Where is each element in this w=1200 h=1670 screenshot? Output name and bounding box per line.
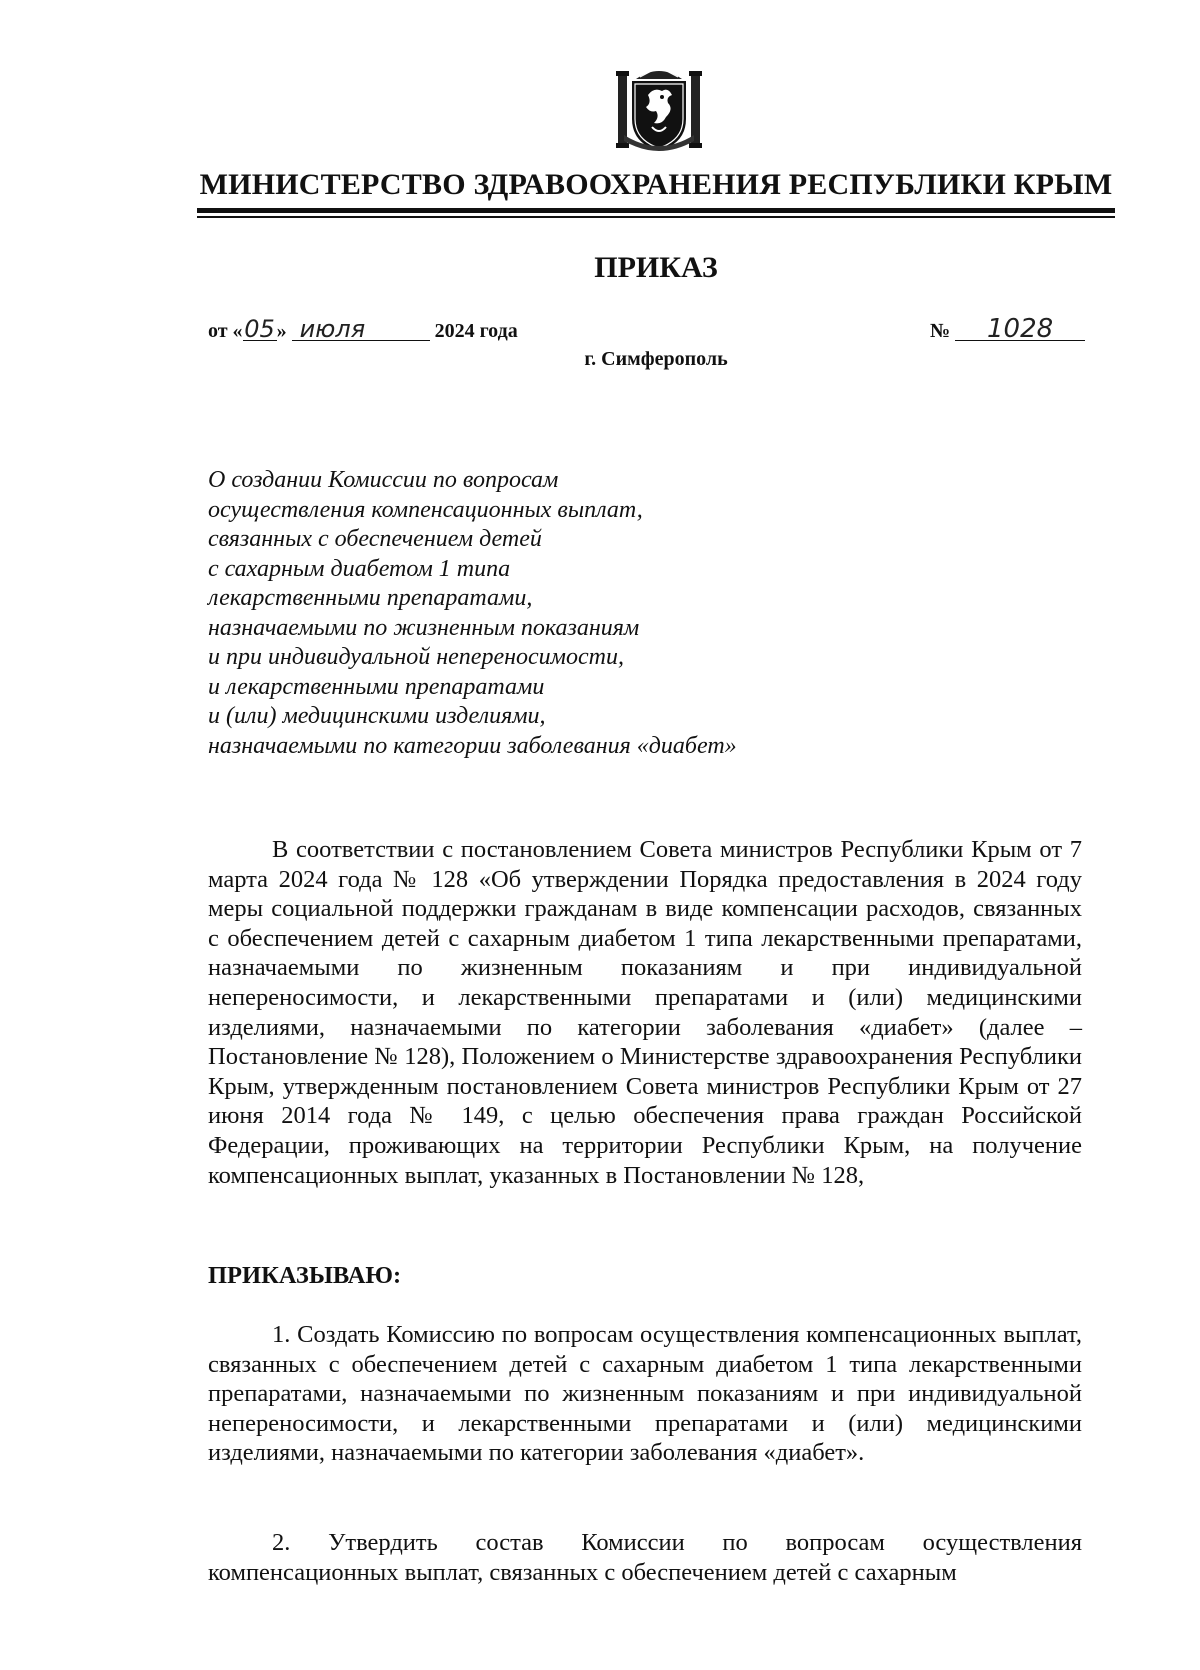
crimea-coat-of-arms-icon (616, 65, 702, 153)
subject-line: и при индивидуальной непереносимости, (208, 644, 624, 670)
subject-line: связанных с обеспечением детей (208, 526, 542, 552)
header-rule-thin (197, 216, 1115, 218)
document-number (930, 314, 1085, 344)
date-day: 05 (244, 315, 275, 343)
date-mid: » (276, 320, 287, 342)
subject-line: и (или) медицинскими изделиями, (208, 703, 546, 729)
document-type: ПРИКАЗ (594, 251, 718, 284)
subject-line: и лекарственными препаратами (208, 673, 545, 700)
document-date (208, 315, 518, 343)
subject-line: назначаемыми по категории заболевания «диабет» (208, 732, 737, 759)
date-year: 2024 года (434, 320, 518, 342)
ministry-name: МИНИСТЕРСТВО ЗДРАВООХРАНЕНИЯ РЕСПУБЛИКИ КРЫМ (199, 168, 1113, 201)
subject-line: лекарственными препаратами, (208, 585, 533, 611)
preamble-paragraph: В соответствии с постановлением Совета министров Республики Крым от 7 марта 2024 года № 128 «Об утверждении Порядка предоставления в 2024 году меры социальной поддержки гражданам в виде компенсации расходов, связанных с обеспечением детей с сахарным диабетом 1 типа лекарственными препаратами, назначаемыми по жизненным показаниям и при индивидуальной непереносимости, и лекарственными препаратами и (или) медицинскими изделиями, назначаемыми по категории заболевания «диабет» (далее – Постановление № 128), Положением о Министерстве здравоохранения Республики Крым, утвержденным постановлением Совета министров Республики Крым от 27 июня 2014 года № 149, с целью обеспечения права граждан Российской Федерации, проживающих на территории Республики Крым, на получение компенсационных выплат, указанных в Постановлении № 128, (208, 836, 1082, 1189)
number-value: 1028 (955, 318, 1085, 341)
subject-line: с сахарным диабетом 1 типа (208, 555, 511, 582)
document-subject (208, 466, 737, 761)
number-prefix: № (930, 320, 951, 342)
order-item-1: 1. Создать Комиссию по вопросам осуществления компенсационных выплат, связанных с обеспечением детей с сахарным диабетом 1 типа лекарственными препаратами, назначаемыми по жизненным показаниям и при индивидуальной непереносимости, и лекарственными препаратами и (или) медицинскими изделиями, назначаемыми по категории заболевания «диабет». (208, 1321, 1082, 1467)
date-prefix: от « (208, 320, 243, 342)
decree-heading: ПРИКАЗЫВАЮ: (208, 1262, 402, 1289)
header-rule-thick (197, 208, 1115, 213)
subject-line: осуществления компенсационных выплат, (208, 496, 643, 523)
subject-line: О создании Комиссии по вопросам (208, 467, 559, 493)
order-item-2: 2. Утвердить состав Комиссии по вопросам осуществления компенсационных выплат, связанных с обеспечением детей с сахарным (208, 1529, 1082, 1586)
date-month: июля (292, 318, 430, 341)
document-city: г. Симферополь (584, 348, 728, 370)
subject-line: назначаемыми по жизненным показаниям (208, 614, 640, 641)
